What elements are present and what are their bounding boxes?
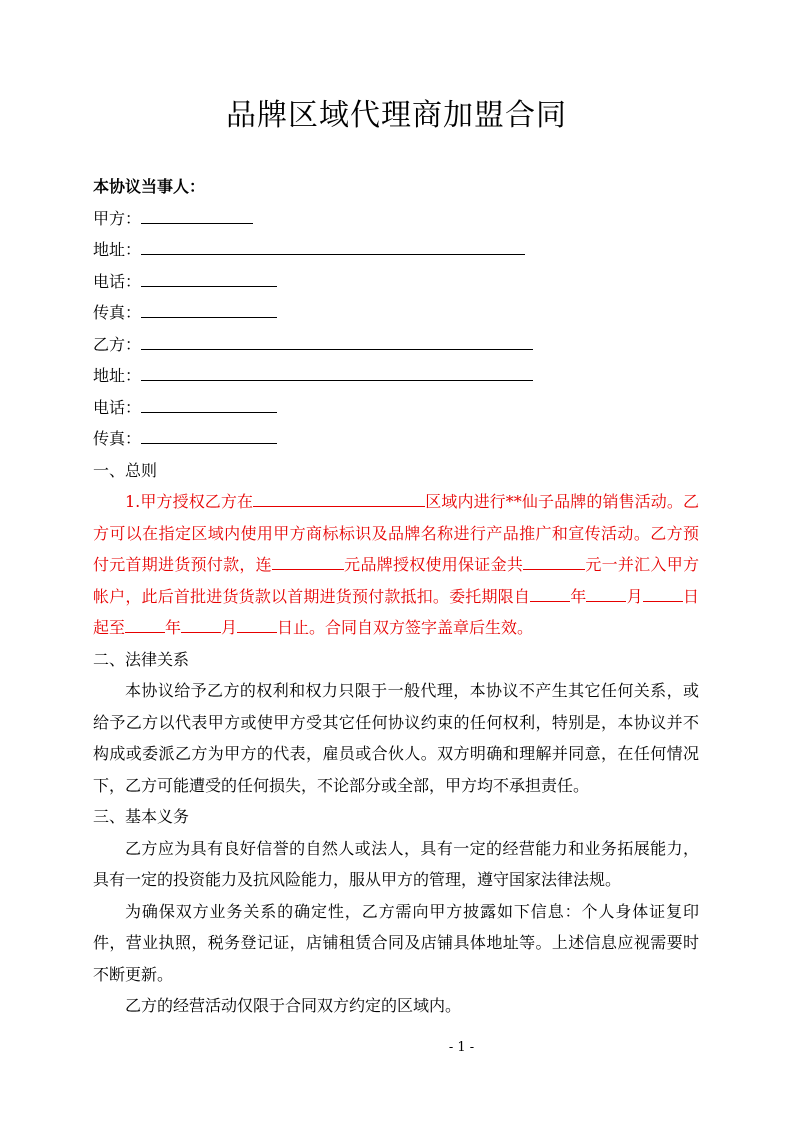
fax-a-label: 传真： — [93, 303, 142, 322]
region-blank — [253, 486, 425, 507]
page-footer — [0, 1040, 793, 1055]
address-a-label: 地址： — [93, 240, 142, 259]
section-1-heading: 一、总则 — [93, 460, 158, 480]
fax-b-label: 传真： — [93, 429, 142, 448]
address-b-blank — [141, 360, 533, 381]
phone-b-blank — [141, 392, 277, 413]
start-year-blank — [530, 581, 570, 602]
end-month-blank — [181, 612, 221, 633]
section-3-heading: 三、基本义务 — [93, 807, 190, 826]
address-a-row — [93, 234, 699, 266]
s1-text-j: 日止。合同自双方签字盖章后生效。 — [277, 618, 534, 637]
s1-text-a: 1.甲方授权乙方在 — [125, 492, 254, 511]
start-month-blank — [586, 581, 626, 602]
total-blank — [523, 549, 585, 570]
phone-a-label: 电话： — [93, 271, 142, 291]
page-number: - 1 - — [448, 1040, 475, 1055]
s1-text-c: 元品牌授权使用保证金共 — [343, 555, 524, 574]
fax-b-row — [93, 423, 699, 455]
section-3-paragraph-1: 乙方应为具有良好信誉的自然人或法人，具有一定的经营能力和业务拓展能力，具有一定的投资能力及抗风险能力，服从甲方的管理，遵守国家法律法规。 — [93, 838, 699, 889]
party-b-blank — [141, 329, 533, 350]
fax-a-blank — [141, 297, 277, 318]
s1-text-e: 年 — [570, 586, 587, 606]
fax-b-blank — [141, 423, 277, 444]
document-title: 品牌区域代理商加盟合同 — [226, 98, 567, 133]
s1-text-f: 月 — [626, 586, 643, 606]
phone-b-label: 电话： — [93, 397, 142, 417]
section-2-heading: 二、法律关系 — [93, 649, 190, 669]
phone-b-row — [93, 392, 699, 424]
address-b-row — [93, 360, 699, 392]
party-a-label: 甲方： — [93, 208, 142, 228]
end-year-blank — [125, 612, 165, 633]
phone-a-blank — [141, 266, 277, 287]
party-a-row — [93, 203, 699, 235]
section-2-paragraph: 本协议给予乙方的权利和权力只限于一般代理，本协议不产生其它任何关系，或给予乙方以代表甲方或使甲方受其它任何协议约束的任何权利，特别是，本协议并不构成或委派乙方为甲方的代表，雇员或合伙人。双方明确和理解并同意，在任何情况下，乙方可能遭受的任何损失，不论部分或全部，甲方均不承担责任。 — [93, 681, 699, 795]
s1-text-i: 月 — [221, 618, 238, 637]
parties-heading: 本协议当事人： — [93, 177, 206, 196]
phone-a-row — [93, 266, 699, 298]
party-a-blank — [141, 203, 253, 224]
start-day-blank — [643, 581, 683, 602]
section-3-paragraph-2: 为确保双方业务关系的确定性，乙方需向甲方披露如下信息：个人身体证复印件，营业执照，税务登记证，店铺租赁合同及店铺具体地址等。上述信息应视需要时不断更新。 — [93, 901, 699, 984]
section-3-paragraph-3: 乙方的经营活动仅限于合同双方约定的区域内。 — [125, 996, 462, 1015]
fax-a-row — [93, 297, 699, 329]
party-b-label: 乙方： — [93, 334, 142, 354]
s1-text-g: 日起至 — [93, 586, 699, 637]
section-1-paragraph — [93, 486, 699, 644]
s1-text-h: 年 — [165, 618, 182, 637]
document-body — [93, 171, 699, 1022]
party-b-row — [93, 329, 699, 361]
address-a-blank — [141, 234, 525, 255]
end-day-blank — [237, 612, 277, 633]
s1-text-b: 区域内进行**仙子品牌的销售活动。乙方可以在指定区域内使用甲方商标标识及品牌名称进行产品推广和宣传活动。乙方预付元首期进货预付款，连 — [93, 492, 699, 574]
deposit-blank — [272, 549, 344, 570]
address-b-label: 地址： — [93, 366, 142, 385]
s1-text-d: 元一并汇入甲方帐户，此后首批进货货款以首期进货预付款抵扣。委托期限自 — [93, 555, 699, 606]
